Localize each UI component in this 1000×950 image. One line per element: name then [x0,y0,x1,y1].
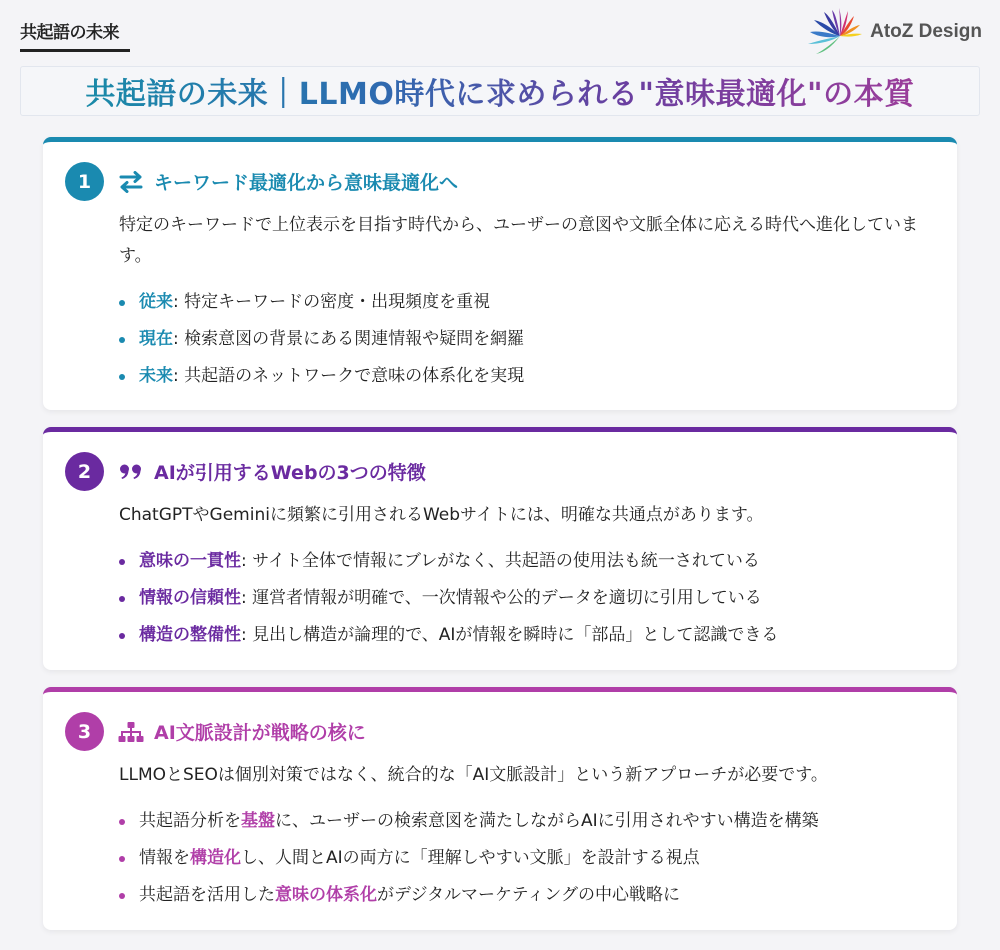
list-item [119,543,927,580]
section-card-1 [43,137,957,410]
bullet-highlight: 未来 [139,366,173,386]
section-header [65,452,426,491]
bullet-text: : サイト全体で情報にブレがなく、共起語の使用法も統一されている [241,551,760,571]
bullet-highlight: 意味の体系化 [275,885,377,905]
bullet-text: : 運営者情報が明確で、一次情報や公的データを適切に引用している [241,588,762,608]
quote-icon [118,459,144,485]
section-body [119,760,927,914]
bullet-text-after: がデジタルマーケティングの中心戦略に [377,885,680,905]
bullet-highlight: 現在 [139,329,173,349]
bullet-text: : 共起語のネットワークで意味の体系化を実現 [173,366,525,386]
list-item [119,580,927,617]
bullet-dot-icon [119,819,125,825]
bullet-list [119,543,927,654]
bullet-highlight: 基盤 [241,811,275,831]
section-title: AIが引用するWebの3つの特徴 [154,462,426,484]
bullet-dot-icon [119,374,125,380]
list-item [119,284,927,321]
section-header [65,162,458,201]
bullet-highlight: 情報の信頼性 [139,588,241,608]
list-item [119,803,927,840]
sitemap-icon [118,719,144,745]
bullet-dot-icon [119,337,125,343]
list-item [119,321,927,358]
bullet-list [119,284,927,395]
list-item [119,840,927,877]
lotus-logo-icon [806,8,864,56]
section-number-badge: 2 [65,452,104,491]
bullet-dot-icon [119,893,125,899]
bullet-dot-icon [119,559,125,565]
bullet-text-before: 共起語を活用した [139,885,275,905]
logo [806,8,982,56]
bullet-highlight: 意味の一貫性 [139,551,241,571]
bullet-dot-icon [119,300,125,306]
section-body [119,500,927,654]
logo-text: AtoZ Design [870,21,982,42]
bullet-text: : 検索意図の背景にある関連情報や疑問を網羅 [173,329,525,349]
bullet-highlight: 構造化 [190,848,241,868]
bullet-text: : 見出し構造が論理的で、AIが情報を瞬時に「部品」として認識できる [241,625,779,645]
section-header [65,712,366,751]
list-item [119,617,927,654]
section-body [119,210,927,395]
list-item [119,877,927,914]
bullet-highlight: 従来 [139,292,173,312]
bullet-text: : 特定キーワードの密度・出現頻度を重視 [173,292,491,312]
bullet-text-before: 情報を [139,848,190,868]
section-card-3 [43,687,957,930]
bullet-text-after: し、人間とAIの両方に「理解しやすい文脈」を設計する視点 [241,848,700,868]
bullet-highlight: 構造の整備性 [139,625,241,645]
section-intro: 特定のキーワードで上位表示を目指す時代から、ユーザーの意図や文脈全体に応える時代へ進化しています。 [119,215,918,266]
swap-arrows-icon [118,169,144,195]
list-item [119,358,927,395]
section-title: AI文脈設計が戦略の核に [154,722,366,744]
section-number-badge: 3 [65,712,104,751]
bullet-dot-icon [119,633,125,639]
bullet-dot-icon [119,596,125,602]
page-title: 共起語の未来｜LLMO時代に求められる"意味最適化"の本質 [85,69,914,113]
section-number-badge: 1 [65,162,104,201]
bullet-list [119,803,927,914]
title-banner [20,66,980,116]
section-label: 共起語の未来 [20,18,130,52]
section-title: キーワード最適化から意味最適化へ [154,172,459,194]
bullet-dot-icon [119,856,125,862]
bullet-text-before: 共起語分析を [139,811,241,831]
section-card-2 [43,427,957,670]
section-intro: LLMOとSEOは個別対策ではなく、統合的な「AI文脈設計」という新アプローチが必要です。 [119,765,828,785]
section-intro: ChatGPTやGeminiに頻繁に引用されるWebサイトには、明確な共通点があります。 [119,505,764,525]
bullet-text-after: に、ユーザーの検索意図を満たしながらAIに引用されやすい構造を構築 [275,811,819,831]
